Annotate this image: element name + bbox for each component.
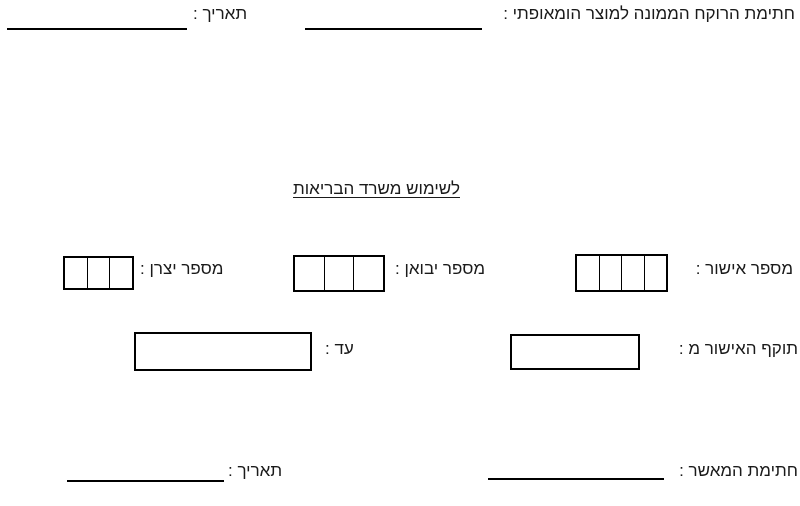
digit-cell[interactable]: [621, 256, 644, 290]
manufacturer-number-label: מספר יצרן :: [140, 259, 224, 278]
digit-cell[interactable]: [65, 258, 87, 288]
digit-cell[interactable]: [87, 258, 110, 288]
digit-cell[interactable]: [109, 258, 132, 288]
top-date-label: תאריך :: [193, 4, 248, 23]
importer-number-cellbox: [293, 255, 385, 292]
digit-cell[interactable]: [577, 256, 599, 290]
digit-cell[interactable]: [324, 257, 354, 290]
validity-from-label: תוקף האישור מ :: [678, 339, 798, 358]
approval-number-label: מספר אישור :: [695, 259, 793, 278]
validity-from-box[interactable]: [510, 334, 640, 370]
bottom-date-label: תאריך :: [228, 461, 283, 480]
top-date-line[interactable]: [7, 28, 187, 30]
approval-number-cellbox: [575, 254, 668, 292]
digit-cell[interactable]: [644, 256, 667, 290]
validity-until-box[interactable]: [134, 332, 312, 371]
digit-cell[interactable]: [295, 257, 324, 290]
bottom-date-line[interactable]: [67, 480, 224, 482]
digit-cell[interactable]: [353, 257, 383, 290]
approver-signature-label: חתימת המאשר :: [679, 461, 798, 480]
ministry-of-health-section-title: לשימוש משרד הבריאות: [293, 179, 460, 198]
manufacturer-number-cellbox: [63, 256, 134, 290]
pharmacist-signature-label: חתימת הרוקח הממונה למוצר הומאופתי :: [503, 4, 795, 23]
importer-number-label: מספר יבואן :: [395, 259, 486, 278]
pharmacist-signature-line[interactable]: [305, 28, 482, 30]
validity-until-label: עד :: [325, 339, 354, 358]
digit-cell[interactable]: [599, 256, 622, 290]
approver-signature-line[interactable]: [488, 478, 664, 480]
